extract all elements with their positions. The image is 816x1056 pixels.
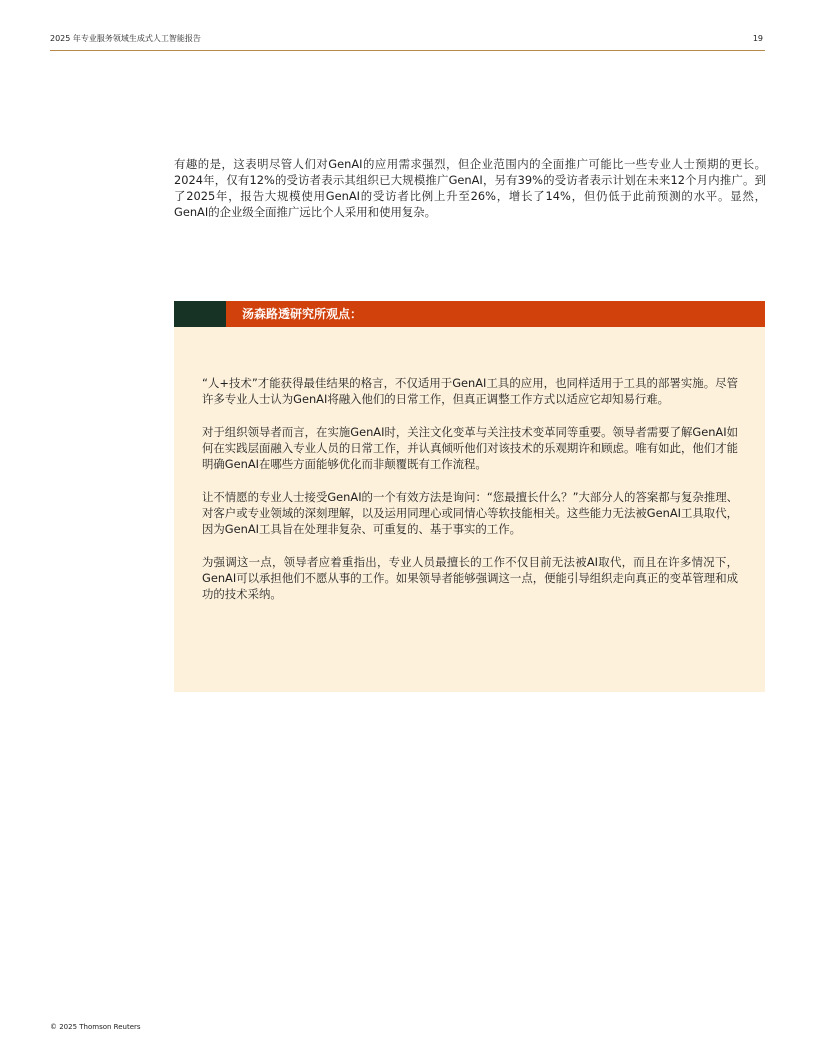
callout-accent-block [174, 301, 226, 327]
callout-paragraph: 对于组织领导者而言，在实施GenAI时，关注文化变革与关注技术变革同等重要。领导者需要了解GenAI如何在实践层面融入专业人员的日常工作，并认真倾听他们对该技术的乐观期许和顾虑。唯有如此，他们才能明确GenAI在哪些方面能够优化而非颠覆既有工作流程。 [202, 425, 738, 471]
callout-header-bar [174, 301, 765, 327]
callout-text [202, 375, 738, 619]
callout-paragraph: 为强调这一点，领导者应着重指出，专业人员最擅长的工作不仅目前无法被AI取代，而且在许多情况下，GenAI可以承担他们不愿从事的工作。如果领导者能够强调这一点，便能引导组织走向真正的变革管理和成功的技术采纳。 [202, 555, 738, 601]
callout-box [174, 327, 765, 692]
callout-paragraph: “人+技术”才能获得最佳结果的格言，不仅适用于GenAI工具的应用，也同样适用于工具的部署实施。尽管许多专业人士认为GenAI将融入他们的日常工作，但真正调整工作方式以适应它却知易行难。 [202, 376, 738, 406]
footer-copyright: © 2025 Thomson Reuters [50, 1023, 141, 1031]
callout-title: 汤森路透研究所观点： [242, 307, 363, 321]
report-title: 2025 年专业服务领域生成式人工智能报告 [50, 34, 201, 43]
page-number: 19 [752, 34, 763, 43]
page-header [50, 34, 765, 51]
intro-paragraph: 有趣的是，这表明尽管人们对GenAI的应用需求强烈，但企业范围内的全面推广可能比一些专业人士预期的更长。2024年，仅有12%的受访者表示其组织已大规模推广GenAI，另有39%的受访者表示计划在未来12个月内推广。到了2025年，报告大规模使用GenAI的受访者比例上升至26%，增长了14%，但仍低于此前预测的水平。显然，GenAI的企业级全面推广远比个人采用和使用复杂。 [174, 157, 766, 219]
callout-paragraph: 让不情愿的专业人士接受GenAI的一个有效方法是询问：“您最擅长什么？”大部分人的答案都与复杂推理、对客户或专业领域的深刻理解，以及运用同理心或同情心等软技能相关。这些能力无法被GenAI工具取代，因为GenAI工具旨在处理非复杂、可重复的、基于事实的工作。 [202, 490, 738, 536]
